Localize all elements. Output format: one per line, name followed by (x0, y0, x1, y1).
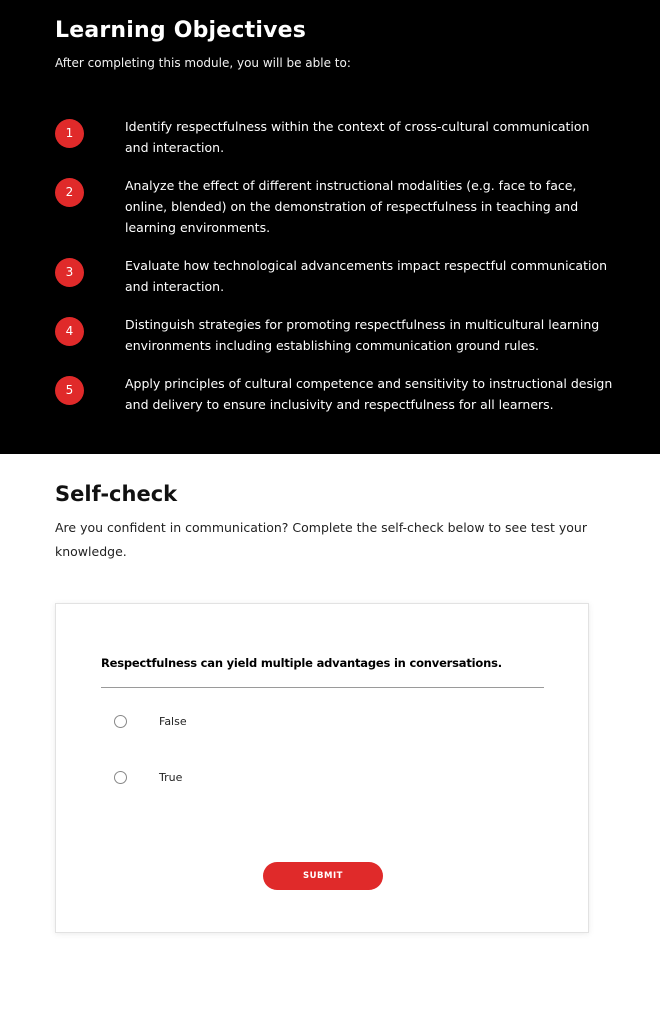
objective-item (55, 373, 615, 415)
objective-text: Evaluate how technological advancements impact respectful communication and interaction. (125, 258, 608, 294)
objective-number-badge: 3 (55, 258, 84, 287)
objective-text: Identify respectfulness within the context of cross-cultural communication and interaction. (125, 119, 590, 155)
objective-number-badge: 2 (55, 178, 84, 207)
selfcheck-description: Are you confident in communication? Complete the self-check below to see test your knowledge. (55, 520, 587, 559)
objective-number-badge: 4 (55, 317, 84, 346)
radio-button[interactable] (114, 715, 127, 728)
learning-objectives-section (0, 0, 660, 454)
objective-number-badge: 1 (55, 119, 84, 148)
submit-button[interactable]: SUBMIT (263, 862, 383, 890)
objective-item (55, 255, 615, 297)
objective-text: Apply principles of cultural competence and sensitivity to instructional design and delivery to ensure inclusivity and respectfulness for all learners. (125, 376, 613, 412)
objectives-intro: After completing this module, you will be able to: (55, 56, 351, 70)
objective-item (55, 175, 615, 238)
objective-text: Analyze the effect of different instructional modalities (e.g. face to face, online, blended) on the demonstration of respectfulness in teaching and learning environments. (125, 178, 579, 235)
objectives-list (55, 116, 615, 432)
question-divider (101, 687, 544, 688)
objective-item (55, 116, 615, 158)
objectives-title: Learning Objectives (55, 18, 307, 43)
quiz-card (55, 603, 589, 933)
objective-text: Distinguish strategies for promoting respectfulness in multicultural learning environments including establishing communication ground rules. (125, 317, 600, 353)
answer-option-false[interactable] (114, 715, 187, 728)
objective-item (55, 314, 615, 356)
objective-number-badge: 5 (55, 376, 84, 405)
selfcheck-title: Self-check (55, 482, 178, 506)
radio-button[interactable] (114, 771, 127, 784)
answer-label[interactable]: True (159, 771, 183, 784)
answer-label[interactable]: False (159, 715, 187, 728)
answer-option-true[interactable] (114, 771, 182, 784)
quiz-question: Respectfulness can yield multiple advantages in conversations. (101, 656, 502, 670)
